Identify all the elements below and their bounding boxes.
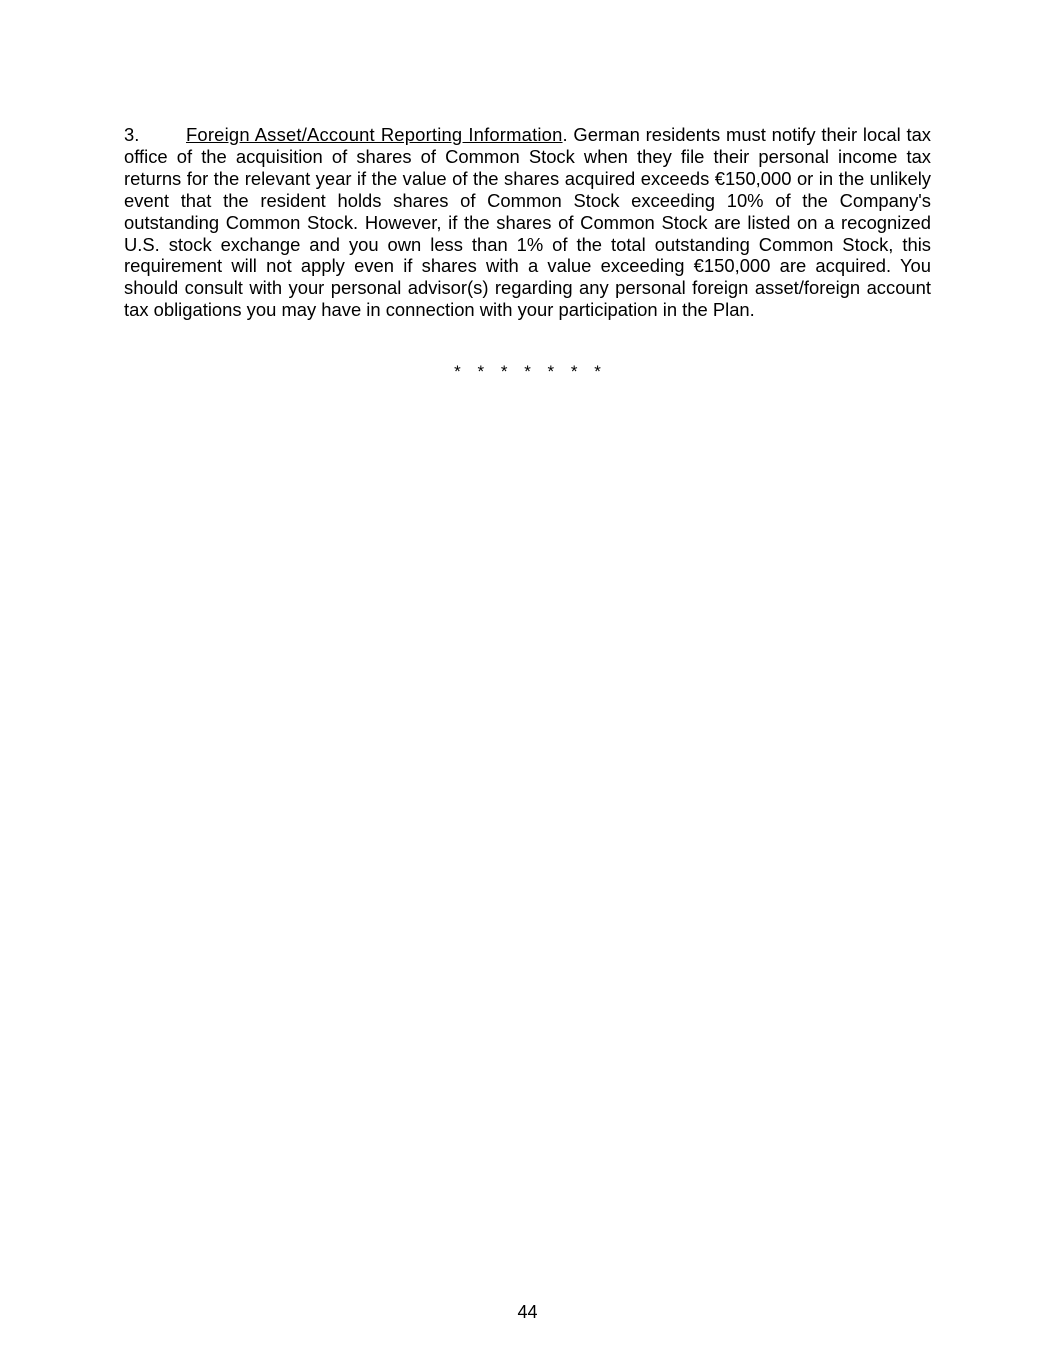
section-heading: Foreign Asset/Account Reporting Information bbox=[186, 124, 563, 145]
section-separator: * * * * * * * bbox=[454, 362, 601, 381]
section-number: 3. bbox=[124, 124, 140, 145]
page-number: 44 bbox=[517, 1302, 538, 1322]
section-3-paragraph bbox=[124, 124, 931, 321]
section-body-text: German residents must notify their local tax office of the acquisition of shares of Common Stock when they file their personal income tax returns for the relevant year if the value of the shares acquired exceeds €150,000 or in the unlikely event that the resident holds shares of Common Stock exceeding 10% of the Company's outstanding Common Stock. However, if the shares of Common Stock are listed on a recognized U.S. stock exchange and you own less than 1% of the total outstanding Common Stock, this requirement will not apply even if shares with a value exceeding €150,000 are acquired. You should consult with your personal advisor(s) regarding any personal foreign asset/foreign account tax obligations you may have in connection with your participation in the Plan. bbox=[124, 124, 932, 321]
section-heading-punctuation: . bbox=[562, 124, 568, 145]
